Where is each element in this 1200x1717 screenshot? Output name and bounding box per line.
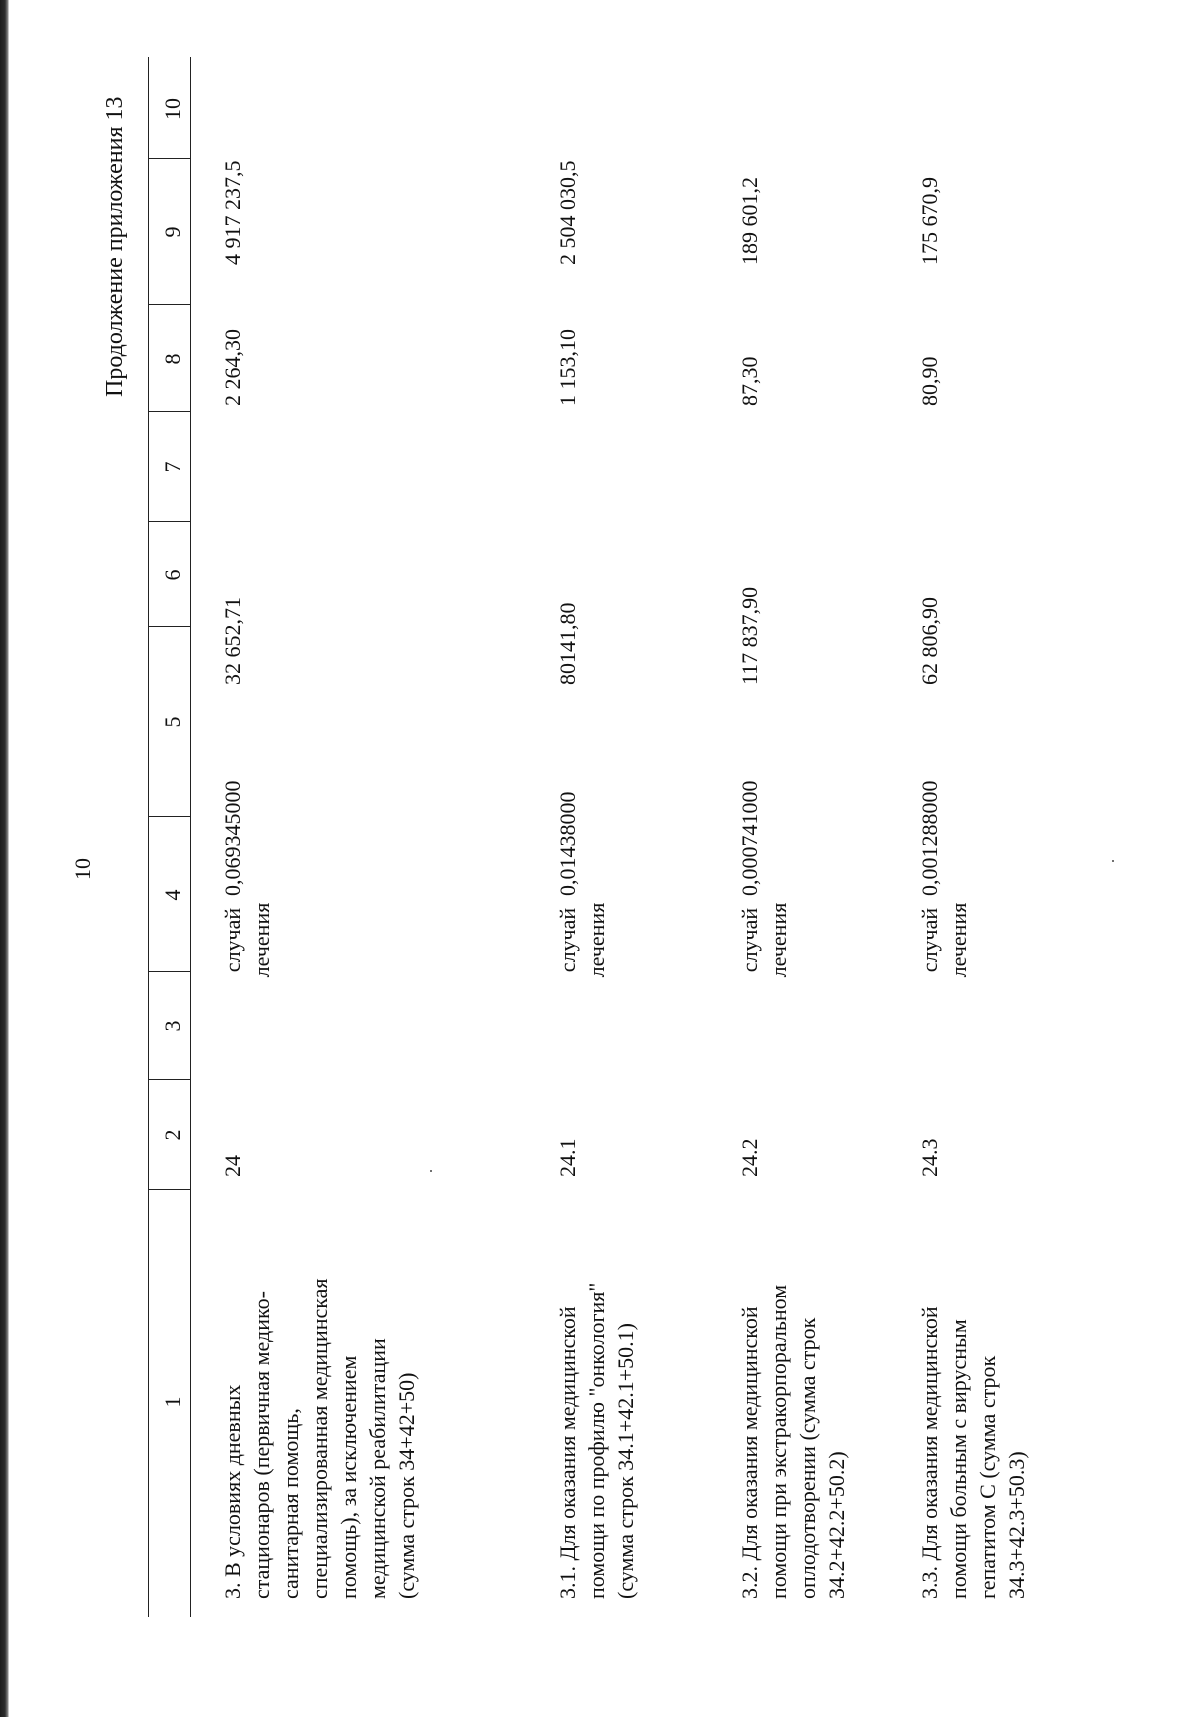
column-divider — [148, 158, 190, 159]
value-cell: 32 652,71 — [220, 597, 245, 685]
value-cell: 0,001288000 — [917, 780, 942, 896]
value-cell: 4 917 237,5 — [220, 160, 245, 265]
row-description: 3. В условиях дневных стационаров (первичная медико-санитарная помощь, специализированная медицинская помощь), за исключением медицинской реабилитации (сумма строк 34+42+50) — [220, 1278, 419, 1599]
page-number: 10 — [70, 858, 95, 880]
value-cell: 1 153,10 — [555, 329, 580, 406]
value-cell: 189 601,2 — [737, 177, 762, 265]
row-description: 3.3. Для оказания медицинской помощи больным с вирусным гепатитом С (сумма строк 34.3+42.3+50.3) — [917, 1306, 1029, 1599]
row-description: 3.1. Для оказания медицинской помощи по профилю "онкология" (сумма строк 34.1+42.1+50.1) — [555, 1282, 638, 1599]
column-header: 5 — [160, 716, 185, 728]
unit-cell: случай лечения — [220, 902, 274, 978]
column-header: 6 — [160, 569, 185, 581]
value-cell: 175 670,9 — [917, 177, 942, 265]
unit-cell: случай лечения — [737, 902, 791, 978]
value-cell: 0,069345000 — [220, 780, 245, 896]
column-divider — [148, 1079, 190, 1080]
table-top-border — [148, 57, 149, 1617]
column-header: 3 — [160, 1020, 185, 1032]
value-cell: 80141,80 — [555, 602, 580, 685]
column-header: 9 — [160, 226, 185, 238]
value-cell: 80,90 — [917, 356, 942, 406]
value-cell: 87,30 — [737, 356, 762, 406]
column-divider — [148, 971, 190, 972]
value-cell: 2 264,30 — [220, 329, 245, 406]
column-header: 1 — [160, 1396, 185, 1408]
header-bottom-border — [190, 57, 191, 1617]
row-number: 24.3 — [917, 1138, 942, 1177]
unit-cell: случай лечения — [555, 902, 609, 978]
column-divider — [148, 816, 190, 817]
column-header: 10 — [160, 98, 185, 120]
column-divider — [148, 304, 190, 305]
row-number: 24.2 — [737, 1138, 762, 1177]
value-cell: 62 806,90 — [917, 597, 942, 685]
row-number: 24 — [220, 1155, 245, 1177]
column-header: 8 — [160, 353, 185, 365]
value-cell: 2 504 030,5 — [555, 160, 580, 265]
column-divider — [148, 626, 190, 627]
row-description: 3.2. Для оказания медицинской помощи при экстракорпоральном оплодотворении (сумма строк 34.2+42.2+50.2) — [737, 1284, 849, 1599]
value-cell: 0,000741000 — [737, 780, 762, 896]
column-divider — [148, 411, 190, 412]
column-header: 7 — [160, 461, 185, 473]
column-header: 4 — [160, 889, 185, 901]
unit-cell: случай лечения — [917, 902, 971, 978]
value-cell: 117 837,90 — [737, 586, 762, 685]
row-number: 24.1 — [555, 1138, 580, 1177]
column-divider — [148, 521, 190, 522]
value-cell: 0,01438000 — [555, 791, 580, 896]
column-divider — [148, 1189, 190, 1190]
column-header: 2 — [160, 1129, 185, 1141]
appendix-continuation-label: Продолжение приложения 13 — [102, 96, 128, 397]
